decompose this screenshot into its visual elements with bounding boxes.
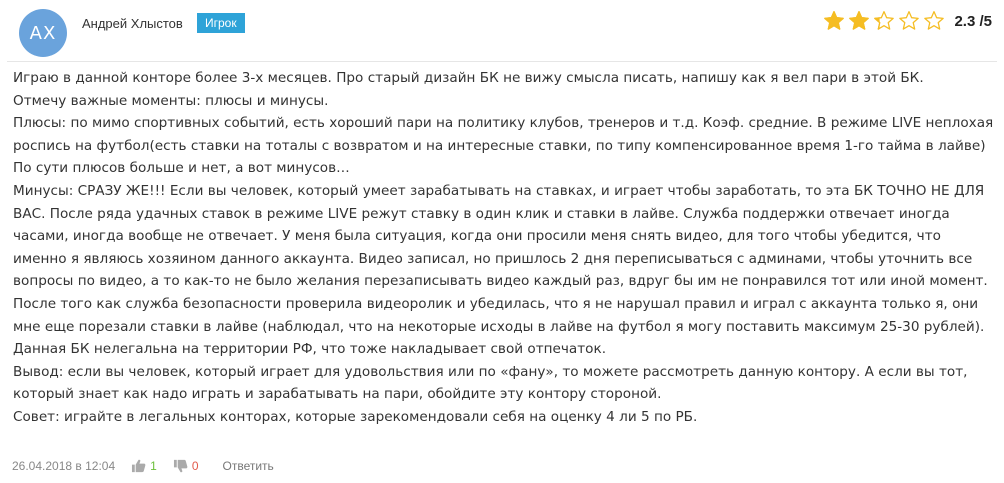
star-icon	[898, 10, 920, 32]
star-icon	[848, 10, 870, 32]
review-paragraph: Играю в данной конторе более 3-х месяцев. Про старый дизайн БК не вижу смысла писать, напишу как я вел пари в этой БК.	[13, 70, 924, 86]
thumbs-down-icon	[173, 459, 188, 473]
review-paragraph: Плюсы: по мимо спортивных событий, есть хороший пари на политику клубов, тренеров и т.д. Коэф. средние. В режиме LIVE неплохая роспись на футбол(есть ставки на тоталы с возвратом и на интересные ставки, по типу компенсированное время 1-го тайма в лайве) По сути плюсов больше и нет, а вот минусов…	[13, 115, 994, 177]
star-icon	[923, 10, 945, 32]
star-icon	[823, 10, 845, 32]
role-badge: Игрок	[197, 13, 245, 33]
review-text	[13, 67, 997, 429]
like-button[interactable]	[131, 459, 157, 473]
star-rating	[823, 10, 948, 32]
avatar[interactable]: AX	[19, 9, 67, 57]
dislike-button[interactable]	[173, 459, 199, 473]
dislike-count: 0	[191, 459, 199, 473]
review-paragraph: Совет: играйте в легальных конторах, которые зарекомендовали себя на оценку 4 ли 5 по РБ.	[13, 408, 698, 425]
star-icon	[873, 10, 895, 32]
author-name[interactable]: Андрей Хлыстов	[82, 16, 183, 31]
thumbs-up-icon	[131, 459, 146, 473]
review-date: 26.04.2018 в 12:04	[12, 459, 116, 473]
review-paragraph: Отмечу важные моменты: плюсы и минусы.	[13, 92, 329, 109]
review-paragraph: Вывод: если вы человек, который играет для удовольствия или по «фану», то можете рассмотреть данную контору. А если вы тот, который знает как надо играть и зарабатывать на пари, обойдите эту контору стороной.	[13, 363, 968, 403]
header-divider	[7, 61, 997, 62]
review-header	[0, 0, 1004, 60]
review-footer	[12, 456, 274, 476]
like-count: 1	[150, 459, 157, 473]
rating-value: 2.3 /5	[954, 12, 992, 30]
reply-link[interactable]: Ответить	[222, 459, 274, 473]
rating	[823, 10, 992, 32]
review-paragraph: Минусы: СРАЗУ ЖЕ!!! Если вы человек, который умеет зарабатывать на ставках, и играет чтобы заработать, то эта БК ТОЧНО НЕ ДЛЯ ВАС. После ряда удачных ставок в режиме LIVE режут ставку в один клик и ставки в лайве. Служба поддержки отвечает иногда часами, иногда вообще не отвечает. У меня была ситуация, когда они просили меня снять видео, для того чтобы убедится, что именно я являюсь хозяином данного аккаунта. Видео записал, но пришлось 2 дня переписываться с админами, чтобы уточнить все вопросы по видео, а то как-то не было желания перезаписывать видео каждый раз, вдруг бы им не понравился тот или иной момент. После того как служба безопасности проверила видеоролик и убедилась, что я не нарушал правил и играл с аккаунта только я, они мне еще порезали ставки в лайве (наблюдал, что на некоторые исходы в лайве на футбол я могу поставить максимум 25-30 рублей). Данная БК нелегальна на территории РФ, что тоже накладывает свой отпечаток.	[13, 182, 988, 358]
